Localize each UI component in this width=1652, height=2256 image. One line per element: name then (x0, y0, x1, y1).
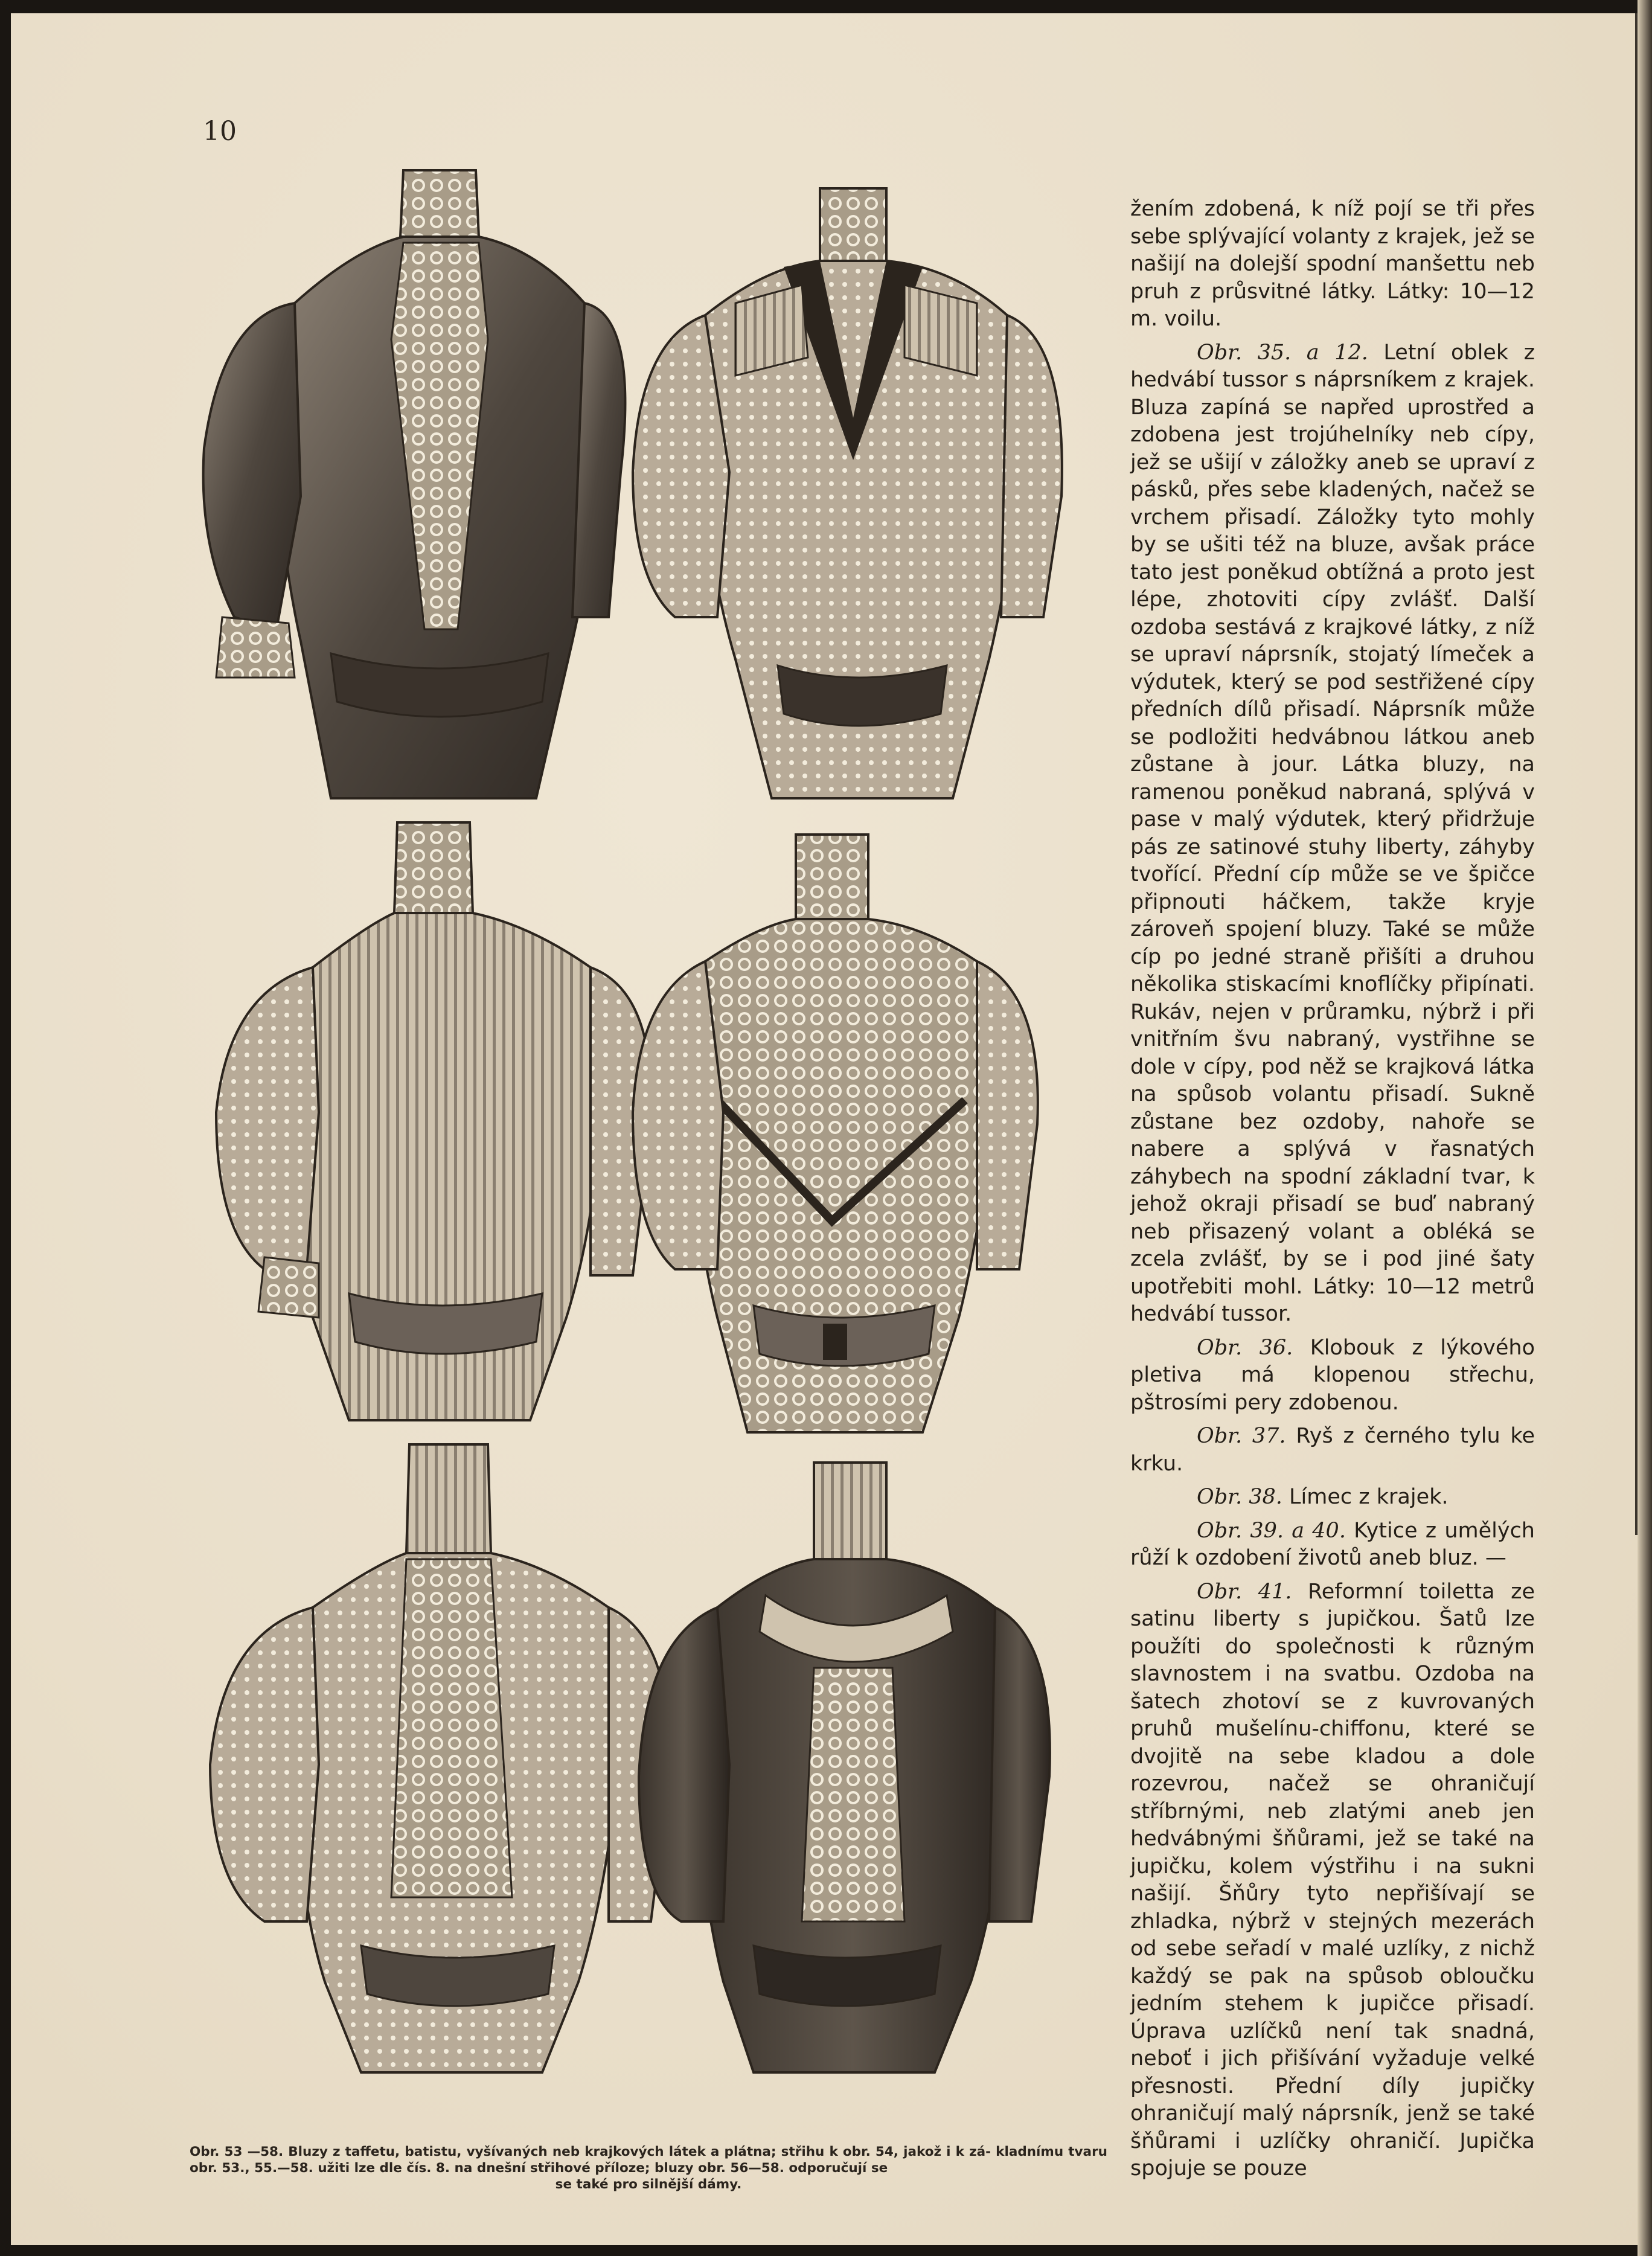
paragraph-2-text: Letní oblek z hedvábí tussor s náprsníkem z krajek. Bluza zapíná se napřed uprostřed a zdobena jest trojúhelníky neb cípy, jež se ušijí v záložky aneb se upraví z pásků, přes sebe kladených, načež se vrchem přisadí. Záložky tyto mohly by se ušiti též na bluze, avšak práce tato jest poněkud obtížná a proto jest lépe, zhotoviti cípy zvlášť. Další ozdoba sestává z krajkové látky, z níž se upraví náprsník, stojatý límeček a výdutek, který se pod sestřižené cípy předních dílů přisadí. Náprsník může se podložiti hedvábnou látkou aneb zůstane à jour. Látka bluzy, na ramenou poněkud nabraná, splývá v pase v malý výdutek, který přidržuje pás ze satinové stuhy liberty, záhyby tvořící. Přední cíp může se ve špičce připnouti háčkem, takže kryje zároveň spojení bluzy. Také se může cíp po jedné straně přišíti a druhou několika stiskacími knoflíčky připínati. Rukáv, nejen v průramku, nýbrž i při vnitřním švu nabraný, vystřihne se dole v cípy, pod něž se krajková látka na spůsob volantu přisadí. Sukně zůstane bez ozdoby, nahoře se nabere a splývá v řasnatých záhybech na spodní základní tvar, k jehož okraji přisadí se buď nabraný neb přisazený volant a obléká se zcela zvlášť, by se i pod jiné šaty upotřebiti mohl. Látky: 10—12 metrů hedvábí tussor. (1130, 340, 1535, 1326)
article-text-column (1130, 196, 1535, 2189)
paragraph-7-text: Reformní toiletta ze satinu liberty s jupičkou. Šatů lze použíti do společnosti k různým slavnostem i na svatbu. Ozdoba na šatech zhotoví se z kuvrovaných pruhů mušelínu-chiffonu, které se dvojitě na sebe kladou a dole rozevrou, načež se ohraničují stříbrnými, neb zlatými aneb jen hedvábnými šňůrami, jež se také na jupičku, kolem výstřihu i na sukni našijí. Šňůry tyto nepřišívají se zhladka, nýbrž v stejných mezerách od sebe seřadí v malé uzlíky, z nichž každý se pak na spůsob obloučku jedním stehem k jupičce přisadí. Úprava uzlíčků není tak snadná, neboť i jich přišívání vyžaduje velké přesnosti. Přední díly jupičky ohraničují malý náprsník, jenž se také šňůrami i uzlíčky ohraničí. Jupička spojuje se pouze (1130, 1579, 1535, 2181)
caption-line-2: kladnímu tvaru obr. 53., 55.—58. užiti lze dle čís. 8. na dnešní střihové příloze; bluzy obr. 56—58. odporučují se (190, 2144, 1107, 2176)
blouse-54 (633, 188, 1062, 798)
paragraph-4 (1130, 1423, 1535, 1478)
paragraph-7 (1130, 1578, 1535, 2183)
blouse-56 (633, 835, 1038, 1432)
paragraph-3-text: Klobouk z lýkového pletiva má klopenou střechu, pštrosími pery zdobenou. (1130, 1335, 1535, 1415)
paragraph-5-text: Límec z krajek. (1282, 1485, 1449, 1509)
magazine-page (11, 13, 1641, 2245)
figure-ref: Obr. 38. (1197, 1485, 1282, 1509)
paragraph-6 (1130, 1517, 1535, 1572)
paragraph-3 (1130, 1335, 1535, 1417)
blouse-53 (203, 170, 626, 798)
paragraph-2 (1130, 339, 1535, 1328)
caption-line-3: se také pro silnější dámy. (555, 2177, 742, 2192)
paragraph-5 (1130, 1484, 1535, 1511)
caption-line-1: Obr. 53 —58. Bluzy z taffetu, batistu, vyšívaných neb krajkových látek a plátna; střihu k obr. 54, jakož i k zá- (190, 2144, 991, 2159)
scan-border (1638, 0, 1652, 2256)
paragraph-6-text: Kytice z umělých růží k ozdobení životů aneb bluz. — (1130, 1518, 1535, 1570)
illustration-svg (174, 158, 1098, 2078)
paragraph-4-text: Ryš z černého tylu ke krku. (1130, 1424, 1535, 1476)
figure-caption (190, 2144, 1107, 2193)
blouse-58 (639, 1463, 1050, 2072)
paragraph-1: žením zdobená, k níž pojí se tři přes sebe splývající volanty z krajek, jež se našijí na dolejší spodní manšettu neb pruh z průsvitné látky. Látky: 10—12 m. voilu. (1130, 197, 1535, 331)
figure-ref: Obr. 37. (1197, 1424, 1286, 1448)
figure-ref: Obr. 39. a 40. (1197, 1518, 1346, 1543)
figure-ref: Obr. 41. (1197, 1579, 1292, 1604)
blouse-57 (210, 1444, 670, 2072)
blouse-illustrations (174, 158, 1098, 2078)
blouse-55 (216, 822, 652, 1420)
figure-ref: Obr. 36. (1197, 1335, 1293, 1360)
figure-ref: Obr. 35. a 12. (1197, 340, 1368, 365)
page-number: 10 (203, 116, 237, 147)
